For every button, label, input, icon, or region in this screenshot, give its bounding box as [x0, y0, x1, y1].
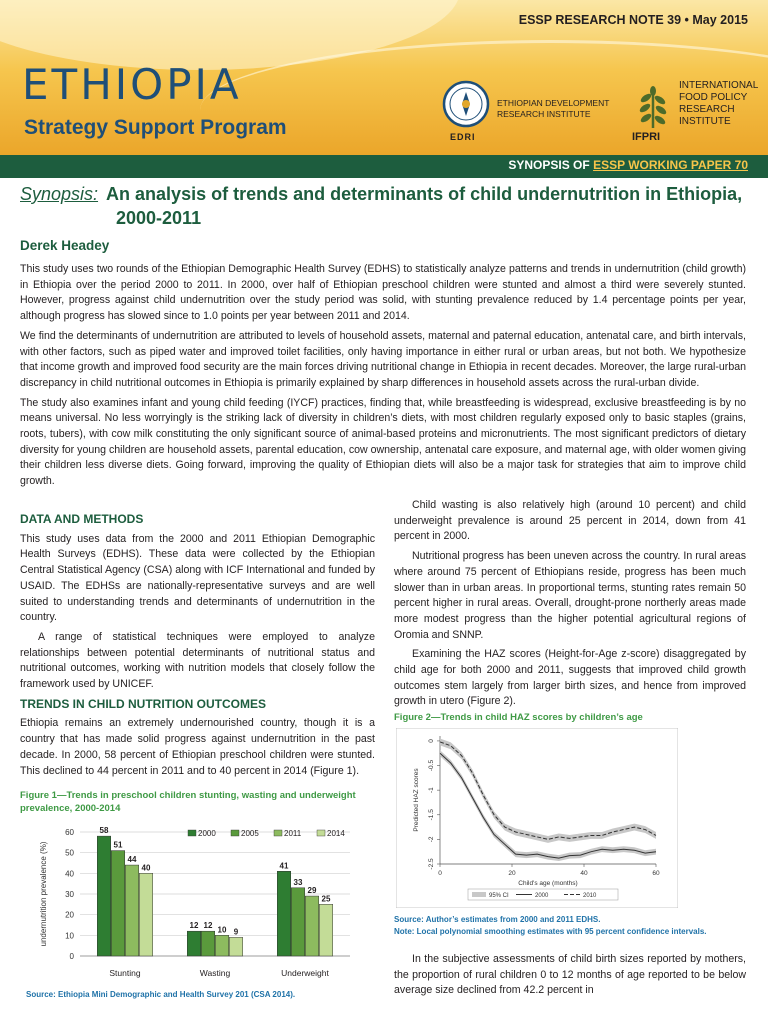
y-tick-label: 30: [65, 890, 74, 899]
bar: [111, 851, 125, 956]
legend-label: 2005: [241, 829, 259, 838]
bar: [229, 937, 243, 956]
body-paragraph: Ethiopia remains an extremely undernourished country, though it is a country that has made solid progress against undernutrition in the past decade. In 2000, 58 percent of Ethiopian preschool children were stunted. This declined to 44 percent in 2011 and to 40 percent in 2014 (Figure 1).: [20, 717, 375, 777]
legend-swatch: [188, 830, 196, 836]
bar: [305, 896, 319, 956]
legend-swatch: [231, 830, 239, 836]
legend-label: 2000: [535, 893, 549, 899]
legend-label: 95% CI: [489, 893, 509, 899]
legend-label: 2000: [198, 829, 216, 838]
bar: [187, 931, 201, 956]
author-name: Derek Headey: [20, 238, 110, 253]
ifpri-name: INTERNATIONAL FOOD POLICY RESEARCH INSTITUTE: [679, 80, 758, 127]
right-column: [394, 498, 746, 714]
y-tick-label: 0: [428, 739, 435, 743]
bar: [319, 904, 333, 956]
figure-1-bar-chart: [34, 818, 364, 988]
bar-value-label: 40: [141, 863, 151, 873]
y-tick-label: -2.5: [428, 858, 435, 870]
figure-1-caption: Figure 1—Trends in preschool children stunting, wasting and underweight prevalence, 2000-2014: [20, 790, 356, 814]
y-axis-label: Predicted HAZ scores: [413, 768, 420, 832]
figure-2-note: Note: Local polynomial smoothing estimates with 95 percent confidence intervals.: [394, 927, 707, 936]
y-tick-label: -2: [428, 836, 435, 843]
bar-value-label: 41: [279, 861, 289, 871]
ifpri-logo: [632, 86, 674, 130]
abstract-paragraph: This study uses two rounds of the Ethiopian Demographic Health Survey (EDHS) to statistically analyze patterns and trends in undernutrition (child growth) in Ethiopia over the period 2000 to 2011. In 2000, over half of Ethiopian preschool children were stunted and almost a third were severely stunted. However, progress against child undernutrition over the study period was solid, with stunting prevalence reduced by 1.4 percentage points per year, although progress has slowed since to 1.0 points per year between 2011 and 2014.: [20, 263, 746, 323]
body-paragraph: This study uses data from the 2000 and 2011 Ethiopian Demographic Health Surveys (EDHS). These data were collected by the Ethiopian Central Statistical Agency (CSA) along with ICF International and funded by USAID. The EDHSs are nationally-representative surveys and are well suited to understanding trends and determinants of undernutrition in the country.: [20, 532, 375, 624]
legend-swatch: [274, 830, 282, 836]
figure-1-source: Source: Ethiopia Mini Demographic and Health Survey 201 (CSA 2014).: [26, 990, 296, 999]
legend-swatch-ci: [472, 892, 486, 897]
x-tick-label: 40: [580, 870, 588, 877]
body-paragraph: Child wasting is also relatively high (around 10 percent) and child underweight prevalence is around 25 percent in 2014, down from 41 percent in 2000.: [394, 499, 746, 543]
title-text-2: 2000-2011: [116, 208, 202, 228]
legend-label: 2010: [583, 893, 597, 899]
bar-value-label: 29: [307, 886, 317, 896]
legend-label: 2014: [327, 829, 345, 838]
y-tick-label: 10: [65, 931, 74, 941]
y-tick-label: -0.5: [428, 759, 435, 772]
bar-value-label: 12: [203, 921, 213, 931]
legend-swatch: [317, 830, 325, 836]
y-tick-label: 40: [65, 869, 74, 879]
x-tick-label: 0: [438, 870, 442, 877]
synopsis-label: Synopsis:: [20, 184, 99, 204]
body-paragraph: Examining the HAZ scores (Height-for-Age z-score) disaggregated by child age for both 2000 and 2011, suggests that improved child growth outcomes stem largely from larger birth sizes, and hence from improved growth in utero (Figure 2).: [394, 648, 746, 708]
synopsis-prefix: SYNOPSIS OF: [508, 158, 590, 172]
category-label: Wasting: [199, 968, 231, 978]
program-name: Strategy Support Program: [24, 116, 287, 139]
y-tick-label: 20: [65, 910, 74, 920]
body-paragraph: Nutritional progress has been uneven across the country. In rural areas where around 75 percent of Ethiopians reside, progress has been much slower than in urban areas. In proportional terms, stunting rates remain 50 percent higher in rural areas. Overall, drought-prone northerly areas made more modest progress than the higher potential agricultural regions of Oromia and SNNP.: [394, 550, 746, 641]
bar: [139, 873, 153, 956]
bar-value-label: 58: [99, 826, 109, 836]
bar: [291, 888, 305, 956]
research-note-id: ESSP RESEARCH NOTE 39 • May 2015: [518, 13, 748, 27]
section-heading-data-methods: DATA AND METHODS: [20, 512, 144, 526]
bar-value-label: 9: [233, 927, 239, 937]
edri-name: ETHIOPIAN DEVELOPMENT RESEARCH INSTITUTE: [497, 98, 610, 119]
left-column: [20, 508, 375, 783]
abstract: [20, 262, 746, 494]
edri-abbr: EDRI: [450, 132, 476, 142]
y-tick-label: -1: [428, 787, 435, 794]
figure-2-line-chart: [396, 728, 678, 908]
bar-value-label: 33: [293, 877, 303, 887]
y-axis-label: undernutrition prevalence (%): [39, 841, 48, 947]
abstract-paragraph: We find the determinants of undernutrition are attributed to levels of household assets, maternal and paternal education, antenatal care, and birth intervals, with other factors, such as piped water and improved toilet facilities, only having importance in either rural or urban areas, but not both. We hypothesize that income growth and improved food security are the main forces driving nutritional change in Ethiopia in recent decades. Moreover, the large rural-urban discrepancy in child nutritional outcomes in Ethiopia is primarily explained by sharp differences in household assets across the rural-urban divide.: [20, 329, 746, 389]
program-country: ETHIOPIA: [22, 60, 242, 109]
working-paper-link[interactable]: ESSP WORKING PAPER 70: [593, 158, 748, 172]
body-paragraph: A range of statistical techniques were employed to analyze relationships between potential determinants of nutritional status and nutritional outcomes, working with nutrition models that closely follow the framework used by UNICEF.: [20, 630, 375, 691]
bar-value-label: 51: [113, 840, 123, 850]
synopsis-bar-text: [508, 158, 748, 172]
legend-label: 2011: [284, 829, 302, 838]
abstract-paragraph: The study also examines infant and young child feeding (IYCF) practices, finding that, while breastfeeding is widespread, exclusive breastfeeding is by no means universal. No less worryingly is the striking lack of diversity in children’s diets, with most children regularly exposed only to basic staples (grains, roots, tubers), with cow milk constituting the only significant source of animal-based proteins and micronutrients. The most significant predictors of dietary diversity for young children are household assets, parental education, cow ownership, antenatal care exposure, and maternal age, with older women giving their children less diverse diets. Going forward, improving the quality of Ethiopian diets will also be a major task for strategies that aim to improve child growth.: [20, 396, 746, 488]
ifpri-abbr: IFPRI: [632, 131, 661, 143]
x-tick-label: 60: [652, 870, 660, 877]
section-heading-trends: TRENDS IN CHILD NUTRITION OUTCOMES: [20, 696, 266, 711]
body-paragraph: In the subjective assessments of child birth sizes reported by mothers, the proportion of rural children 0 to 12 months of age reported to be below average size declined from 42.2 percent in: [394, 953, 746, 997]
category-label: Stunting: [109, 968, 141, 978]
x-tick-label: 20: [508, 870, 516, 877]
bar-value-label: 12: [189, 921, 199, 931]
bar-value-label: 10: [217, 925, 227, 935]
y-tick-label: 50: [65, 848, 74, 858]
bar: [201, 931, 215, 956]
x-axis-label: Child's age (months): [518, 880, 578, 887]
edri-logo: [442, 80, 490, 128]
figure-2-caption: Figure 2—Trends in child HAZ scores by children’s age: [394, 712, 643, 723]
y-tick-label: 0: [69, 952, 74, 961]
bar: [277, 871, 291, 956]
category-label: Underweight: [281, 968, 329, 978]
bar-value-label: 25: [321, 894, 331, 904]
bar: [215, 935, 229, 956]
title-text-1: An analysis of trends and determinants of child undernutrition in Ethiopia,: [106, 184, 743, 204]
figure-2-source: Source: Author’s estimates from 2000 and 2011 EDHS.: [394, 915, 601, 924]
y-tick-label: -1.5: [428, 809, 435, 821]
header-banner: [0, 0, 768, 155]
y-tick-label: 60: [65, 828, 74, 837]
title-line-1: [20, 182, 742, 206]
bar-value-label: 44: [127, 855, 137, 865]
bar: [125, 865, 139, 956]
bar: [97, 836, 111, 956]
